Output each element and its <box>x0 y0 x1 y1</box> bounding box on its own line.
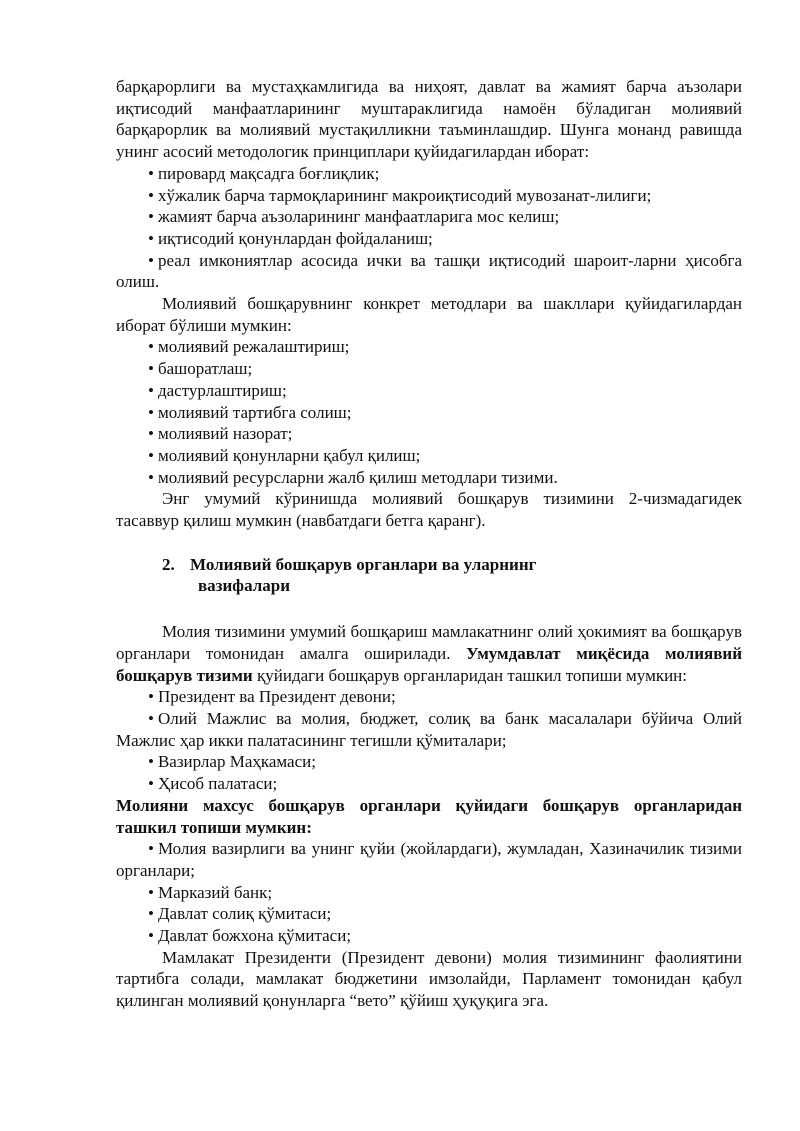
list-item: • молиявий қонунларни қабул қилиш; <box>116 445 742 467</box>
text-run: қуйидаги бошқарув органларидан ташкил топиши мумкин: <box>252 665 688 685</box>
spacer <box>116 532 742 554</box>
list-item: • Молия вазирлиги ва унинг қуйи (жойлардаги), жумладан, Хазиначилик тизими органлари; <box>116 838 742 881</box>
list-item: • жамият барча аъзоларининг манфаатларига мос келиш; <box>116 206 742 228</box>
paragraph-president: Мамлакат Президенти (Президент девони) молия тизимининг фаолиятини тартибга солади, мамлакат бюджетини имзолайди, Парламент томонидан қабул қилинган молиявий қонунларга “вето” қўйиш ҳуқуқига эга. <box>116 947 742 1011</box>
list-item: • дастурлаштириш; <box>116 380 742 402</box>
paragraph-intro: барқарорлиги ва мустаҳкамлигида ва ниҳоят, давлат ва жамият барча аъзолари иқтисодий манфаатларининг муштараклигида намоён бўладиган молиявий барқарорлик ва молиявий мустақилликни таъминлашдир. Шунга монанд равишда унинг асосий методологик принциплари қуйидагилардан иборат: <box>116 77 742 162</box>
list-item: • пировард мақсадга боғлиқлик; <box>116 163 742 185</box>
bold-run: Умумдавлат миқёсида молиявий бошқарув тизими <box>116 643 742 685</box>
list-item: • Олий Мажлис ва молия, бюджет, солиқ ва банк масалалари бўйича Олий Мажлис ҳар икки палатасининг тегишли қўмиталари; <box>116 708 742 751</box>
list-item: • Президент ва Президент девони; <box>116 686 742 708</box>
paragraph-methods: Молиявий бошқарувнинг конкрет методлари ва шакллари қуйидагилардан иборат бўлиши мумкин: <box>116 294 742 335</box>
list-item: • Вазирлар Маҳкамаси; <box>116 751 742 773</box>
text-run: Молия тизимини умумий бошқариш мамлакатнинг олий ҳокимият ва бошқарув органлари томонидан амалга оширилади. <box>116 622 742 663</box>
list-item: • молиявий ресурсларни жалб қилиш методлари тизими. <box>116 467 742 489</box>
section-heading <box>162 554 742 597</box>
list-item: • Давлат солиқ қўмитаси; <box>116 903 742 925</box>
paragraph-special-bodies <box>116 795 742 838</box>
section-title-line2: вазифалари <box>198 576 291 596</box>
list-item: • хўжалик барча тармоқларининг макроиқтисодий мувозанат-лилиги; <box>116 185 742 207</box>
list-item: • башоратлаш; <box>116 358 742 380</box>
section-number: 2. <box>162 554 175 574</box>
paragraph-management <box>116 621 742 686</box>
bold-run: Молияни махсус бошқарув органлари қуйидаги бошқарув органларидан ташкил топиши мумкин: <box>116 795 742 837</box>
list-item: • реал имкониятлар асосида ички ва ташқи иқтисодий шароит-ларни ҳисобга олиш. <box>116 250 742 293</box>
paragraph-diagram-ref: Энг умумий кўринишда молиявий бошқарув тизимини 2-чизмадагидек тасаввур қилиш мумкин (навбатдаги бетга қаранг). <box>116 489 742 531</box>
spacer <box>116 597 742 621</box>
list-item: • Ҳисоб палатаси; <box>116 773 742 795</box>
list-item: • Марказий банк; <box>116 882 742 904</box>
list-item: • Давлат божхона қўмитаси; <box>116 925 742 947</box>
list-item: • молиявий режалаштириш; <box>116 336 742 358</box>
list-item: • молиявий тартибга солиш; <box>116 402 742 424</box>
page-content <box>116 76 742 1012</box>
list-item: • иқтисодий қонунлардан фойдаланиш; <box>116 228 742 250</box>
section-title-line1: Молиявий бошқарув органлари ва уларнинг <box>190 554 537 574</box>
list-item: • молиявий назорат; <box>116 423 742 445</box>
